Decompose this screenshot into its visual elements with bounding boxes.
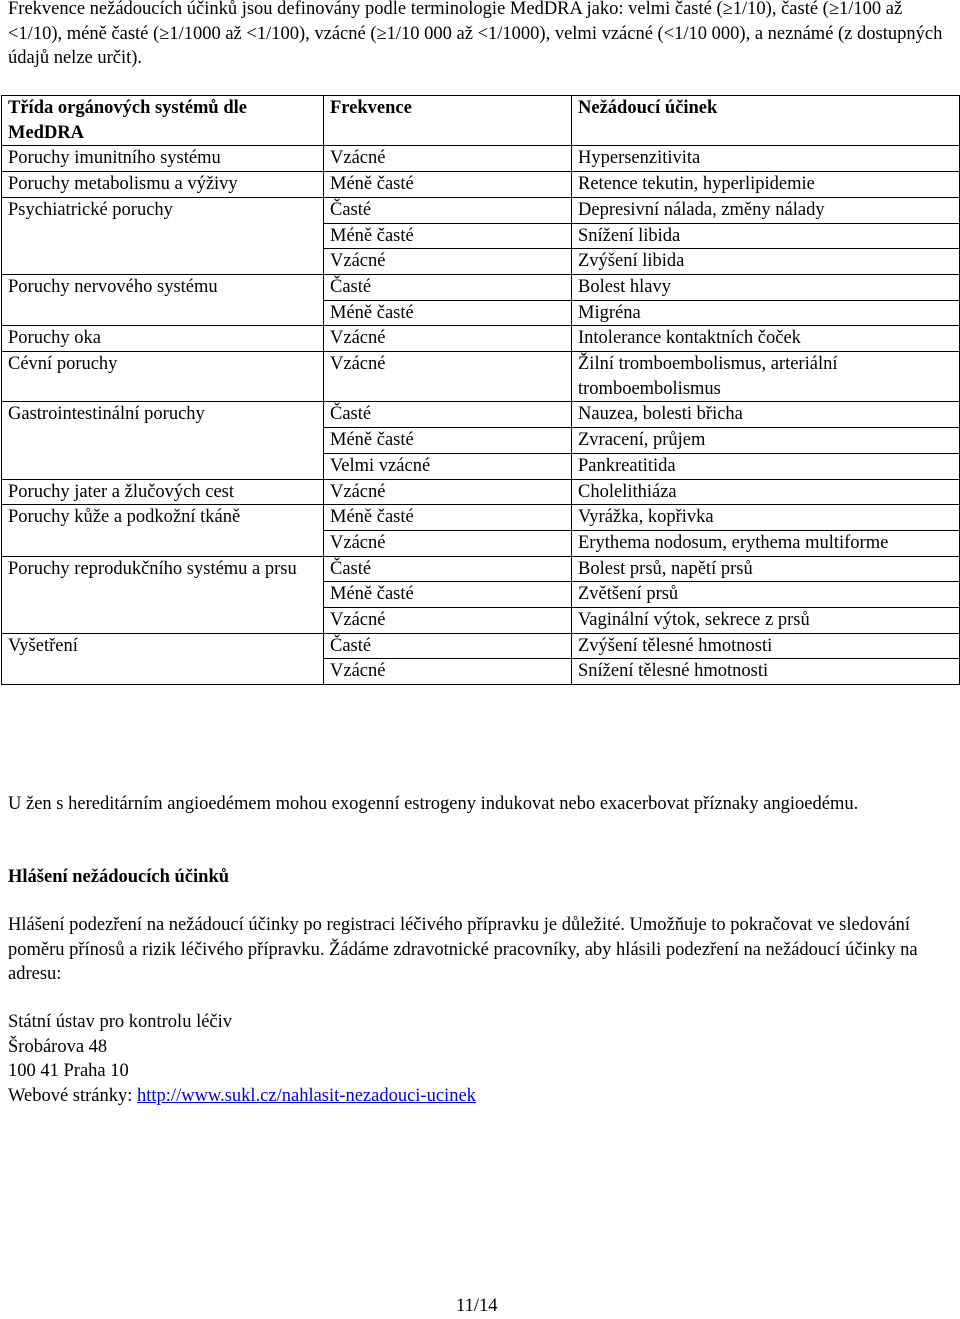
soc-cell: Poruchy kůže a podkožní tkáně (2, 505, 324, 556)
address-street: Šrobárova 48 (8, 1036, 108, 1057)
frequency-cell: Méně časté (324, 505, 572, 531)
table-row (2, 352, 960, 402)
frequency-cell: Časté (324, 197, 572, 223)
soc-cell: Poruchy imunitního systému (2, 146, 324, 172)
adverse-effect-cell: Zvýšení libida (572, 249, 960, 275)
soc-cell: Poruchy reprodukčního systému a prsu (2, 556, 324, 633)
header-adverse-effect: Nežádoucí účinek (572, 96, 960, 146)
adverse-effect-cell: Žilní tromboembolismus, arteriální tromboembolismus (572, 352, 960, 402)
adverse-effect-cell: Erythema nodosum, erythema multiforme (572, 530, 960, 556)
web-line (8, 1084, 476, 1109)
table-row (2, 633, 960, 659)
adverse-effect-cell: Bolest hlavy (572, 274, 960, 300)
institution-name: Státní ústav pro kontrolu léčiv (8, 1012, 233, 1032)
sukl-report-link[interactable]: http://www.sukl.cz/nahlasit-nezadouci-ucinek (137, 1085, 476, 1106)
frequency-cell: Méně časté (324, 428, 572, 454)
adverse-effect-cell: Vyrážka, kopřivka (572, 505, 960, 531)
soc-cell: Poruchy nervového systému (2, 274, 324, 325)
soc-cell: Gastrointestinální poruchy (2, 402, 324, 479)
frequency-definition-paragraph: Frekvence nežádoucích účinků jsou definovány podle terminologie MedDRA jako: velmi časté (≥1/10), časté (≥1/100 až <1/10), méně časté (≥1/1000 až <1/100), vzácné (≥1/10 000 až <1/1000), velmi vzácné (<1/10 000), a neznámé (z dostupných údajů nelze určit). (8, 0, 943, 68)
frequency-cell: Méně časté (324, 300, 572, 326)
table-row (2, 197, 960, 223)
table-header-row (2, 96, 960, 146)
page-number: 11/14 (456, 1296, 498, 1316)
header-soc: Třída orgánových systémů dle MedDRA (2, 96, 324, 146)
soc-cell: Poruchy metabolismu a výživy (2, 172, 324, 198)
frequency-cell: Velmi vzácné (324, 453, 572, 479)
adverse-effect-cell: Retence tekutin, hyperlipidemie (572, 172, 960, 198)
adverse-effect-cell: Snížení tělesné hmotnosti (572, 659, 960, 685)
frequency-cell: Vzácné (324, 352, 572, 402)
table-row (2, 146, 960, 172)
adverse-effect-cell: Zvracení, průjem (572, 428, 960, 454)
header-frequency: Frekvence (324, 96, 572, 146)
frequency-cell: Časté (324, 402, 572, 428)
soc-cell: Poruchy oka (2, 326, 324, 352)
reporting-address (8, 1010, 476, 1108)
table-row (2, 505, 960, 531)
adverse-effect-cell: Migréna (572, 300, 960, 326)
frequency-cell: Časté (324, 556, 572, 582)
angioedema-paragraph: U žen s hereditárním angioedémem mohou exogenní estrogeny indukovat nebo exacerbovat příznaky angioedému. (8, 794, 859, 814)
address-city: 100 41 Praha 10 (8, 1061, 129, 1081)
table-row (2, 274, 960, 300)
frequency-cell: Vzácné (324, 608, 572, 634)
frequency-cell: Méně časté (324, 223, 572, 249)
adverse-effect-cell: Cholelithiáza (572, 479, 960, 505)
adverse-effect-cell: Nauzea, bolesti břicha (572, 402, 960, 428)
adverse-effect-cell: Pankreatitida (572, 453, 960, 479)
frequency-cell: Vzácné (324, 479, 572, 505)
adverse-effect-cell: Vaginální výtok, sekrece z prsů (572, 608, 960, 634)
soc-cell: Vyšetření (2, 633, 324, 684)
frequency-cell: Méně časté (324, 172, 572, 198)
frequency-cell: Méně časté (324, 582, 572, 608)
frequency-cell: Vzácné (324, 659, 572, 685)
table-row (2, 326, 960, 352)
frequency-cell: Vzácné (324, 326, 572, 352)
adverse-effect-cell: Zvětšení prsů (572, 582, 960, 608)
adverse-effect-cell: Intolerance kontaktních čoček (572, 326, 960, 352)
adverse-effect-cell: Zvýšení tělesné hmotnosti (572, 633, 960, 659)
frequency-cell: Vzácné (324, 249, 572, 275)
table-row (2, 556, 960, 582)
frequency-cell: Vzácné (324, 146, 572, 172)
adverse-effects-table (1, 95, 960, 685)
adverse-effect-cell: Bolest prsů, napětí prsů (572, 556, 960, 582)
frequency-cell: Časté (324, 274, 572, 300)
adverse-effect-cell: Snížení libida (572, 223, 960, 249)
frequency-cell: Vzácné (324, 530, 572, 556)
table-row (2, 402, 960, 428)
soc-cell: Cévní poruchy (2, 352, 324, 402)
table-row (2, 479, 960, 505)
reporting-heading: Hlášení nežádoucích účinků (8, 867, 230, 887)
web-label: Webové stránky: (8, 1085, 138, 1106)
adverse-effect-cell: Hypersenzitivita (572, 146, 960, 172)
soc-cell: Poruchy jater a žlučových cest (2, 479, 324, 505)
adverse-effect-cell: Depresivní nálada, změny nálady (572, 197, 960, 223)
table-row (2, 172, 960, 198)
soc-cell: Psychiatrické poruchy (2, 197, 324, 274)
frequency-cell: Časté (324, 633, 572, 659)
reporting-paragraph: Hlášení podezření na nežádoucí účinky po registraci léčivého přípravku je důležité. Umožňuje to pokračovat ve sledování poměru přínosů a rizik léčivého přípravku. Žádáme zdravotnické pracovníky, aby hlásili podezření na nežádoucí účinky na adresu: (8, 915, 918, 984)
